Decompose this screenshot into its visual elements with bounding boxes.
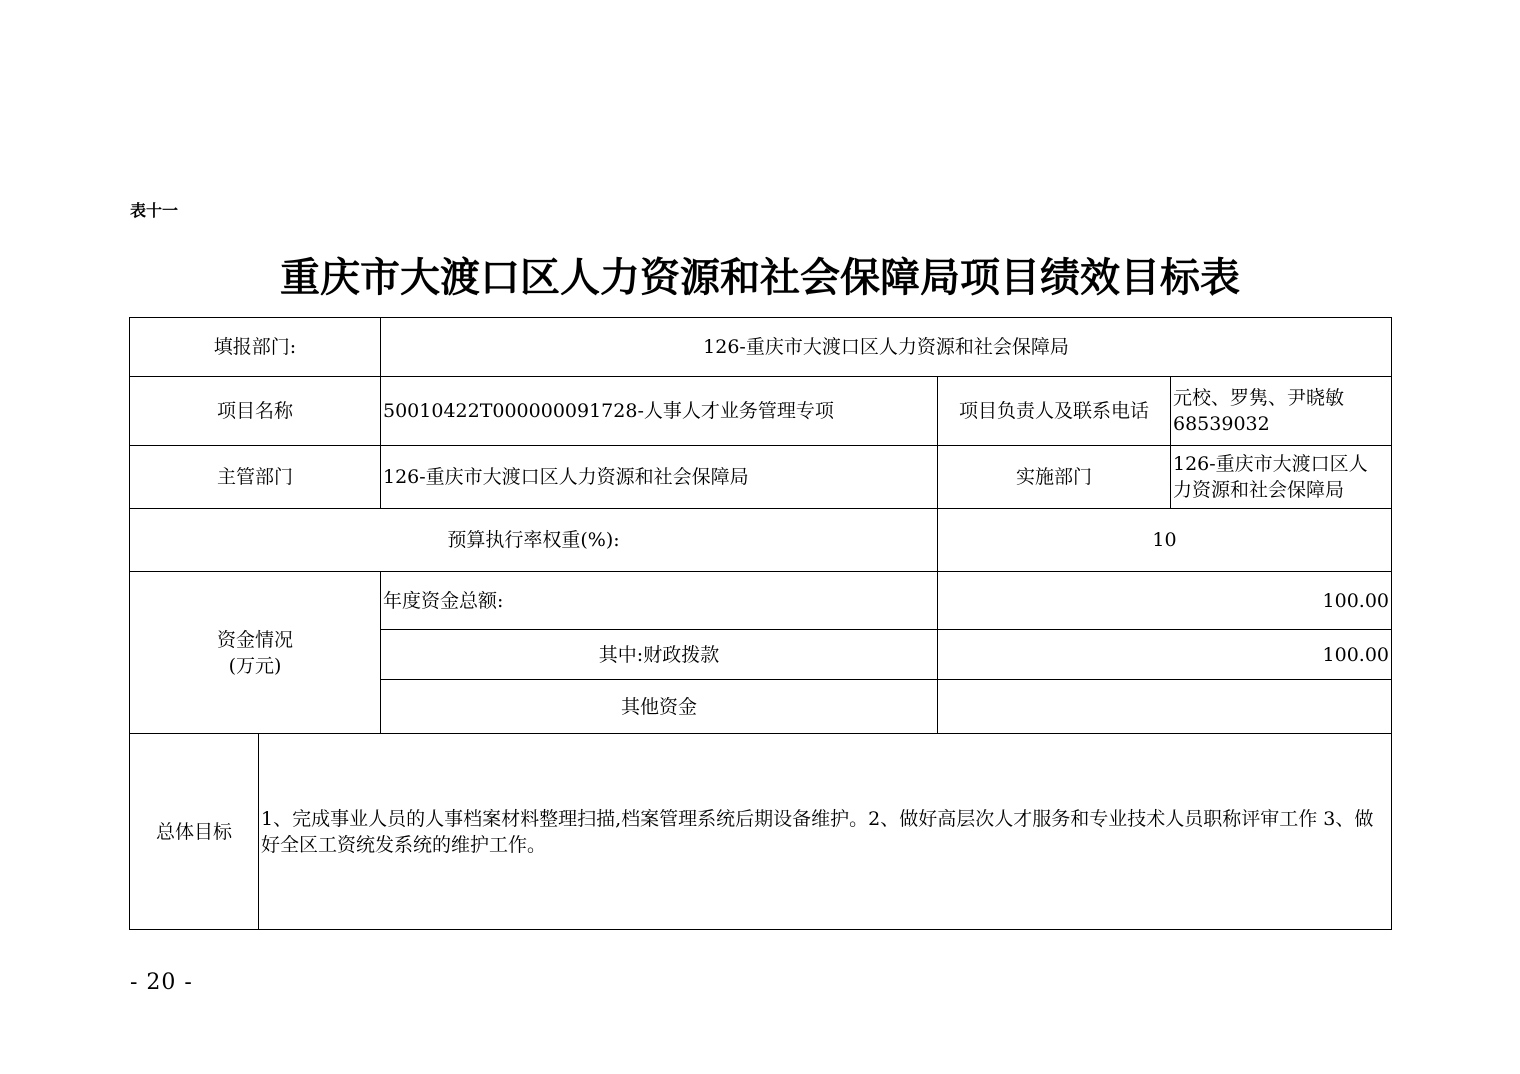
row-overall-goal — [130, 734, 1392, 930]
page-title: 重庆市大渡口区人力资源和社会保障局项目绩效目标表 — [280, 255, 1240, 301]
supervisor-value: 126-重庆市大渡口区人力资源和社会保障局 — [381, 446, 938, 509]
funds-label — [130, 572, 381, 734]
budget-weight-label: 预算执行率权重(%): — [130, 509, 938, 572]
impl-value — [1171, 446, 1392, 509]
fiscal-value: 100.00 — [938, 630, 1392, 680]
impl-value-line1: 126-重庆市大渡口区人 — [1173, 453, 1368, 475]
fiscal-label: 其中:财政拨款 — [381, 630, 938, 680]
row-project-name — [130, 377, 1392, 446]
table-label: 表十一 — [130, 201, 179, 220]
row-supervisor — [130, 446, 1392, 509]
supervisor-label: 主管部门 — [130, 446, 381, 509]
goal-text: 1、完成事业人员的人事档案材料整理扫描,档案管理系统后期设备维护。2、做好高层次人才服务和专业技术人员职称评审工作 3、做好全区工资统发系统的维护工作。 — [259, 734, 1392, 930]
contact-label: 项目负责人及联系电话 — [938, 377, 1171, 446]
project-name-label: 项目名称 — [130, 377, 381, 446]
performance-goal-table — [129, 317, 1392, 930]
row-budget-weight — [130, 509, 1392, 572]
goal-label: 总体目标 — [130, 734, 259, 930]
contact-phone: 68539032 — [1173, 413, 1270, 435]
annual-total-label: 年度资金总额: — [381, 572, 938, 630]
budget-weight-value: 10 — [938, 509, 1392, 572]
contact-value — [1171, 377, 1392, 446]
project-name-value: 50010422T000000091728-人事人才业务管理专项 — [381, 377, 938, 446]
dept-value: 126-重庆市大渡口区人力资源和社会保障局 — [381, 318, 1392, 377]
funds-label-line2: (万元) — [228, 654, 282, 677]
funds-label-line1: 资金情况 — [216, 628, 293, 651]
other-funds-label: 其他资金 — [381, 680, 938, 734]
contact-names: 元校、罗隽、尹晓敏 — [1173, 387, 1345, 409]
annual-total-value: 100.00 — [938, 572, 1392, 630]
impl-label: 实施部门 — [938, 446, 1171, 509]
dept-label: 填报部门: — [130, 318, 381, 377]
other-funds-value — [938, 680, 1392, 734]
row-annual-total — [130, 572, 1392, 630]
impl-value-line2: 力资源和社会保障局 — [1173, 479, 1345, 501]
page-number: - 20 - — [130, 970, 193, 995]
row-reporting-dept — [130, 318, 1392, 377]
